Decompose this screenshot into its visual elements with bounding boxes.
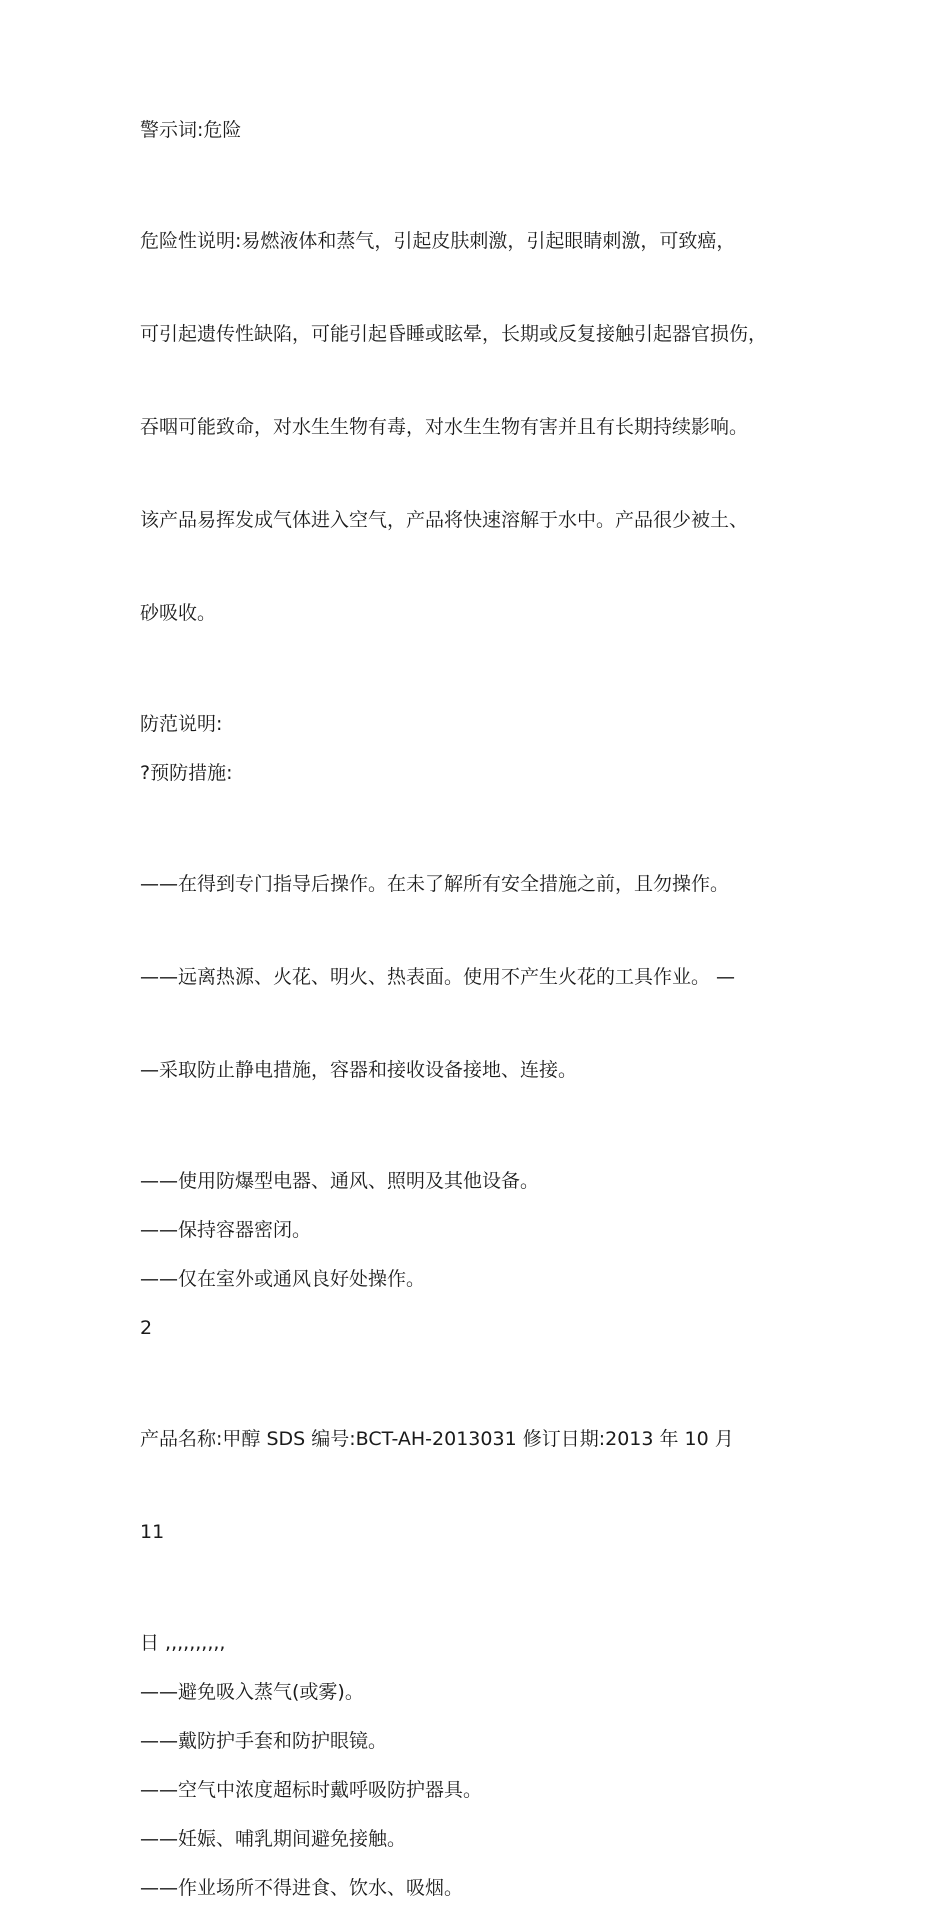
signal-word: 警示词:危险 xyxy=(140,119,242,141)
item-explosion-proof: ——使用防爆型电器、通风、照明及其他设备。 xyxy=(140,1170,540,1192)
header-line xyxy=(140,1362,840,1610)
header-line-text: 产品名称:甲醇 SDS 编号:BCT-AH-2013031 修订日期:2013 年 10 月 xyxy=(140,1428,734,1450)
prevention-title: ?预防措施: xyxy=(140,762,233,784)
document-page xyxy=(140,115,840,1922)
precaution-title: 防范说明: xyxy=(140,713,223,735)
hazard-statement xyxy=(140,164,840,691)
item-no-eating: ——作业场所不得进食、饮水、吸烟。 xyxy=(140,1877,464,1899)
item-pregnancy: ——妊娠、哺乳期间避免接触。 xyxy=(140,1828,407,1850)
prevention-line: —采取防止静电措施，容器和接收设备接地、连接。 xyxy=(140,1059,578,1081)
header-line-text: 11 xyxy=(140,1521,165,1543)
page-number: 2 xyxy=(140,1317,153,1339)
hazard-line: 砂吸收。 xyxy=(140,602,217,624)
date-suffix: 日 ,,,,,,,,,, xyxy=(140,1632,226,1654)
hazard-line: 该产品易挥发成气体进入空气，产品将快速溶解于水中。产品很少被土、 xyxy=(140,509,749,531)
hazard-line: 吞咽可能致命，对水生生物有毒，对水生生物有害并且有长期持续影响。 xyxy=(140,416,749,438)
item-respirator: ——空气中浓度超标时戴呼吸防护器具。 xyxy=(140,1779,483,1801)
item-container-sealed: ——保持容器密闭。 xyxy=(140,1219,312,1241)
prevention-line: ——在得到专门指导后操作。在未了解所有安全措施之前，且勿操作。 xyxy=(140,873,730,895)
item-gloves: ——戴防护手套和防护眼镜。 xyxy=(140,1730,388,1752)
item-outdoor-only: ——仅在室外或通风良好处操作。 xyxy=(140,1268,426,1290)
prevention-block xyxy=(140,807,840,1148)
hazard-line: 可引起遗传性缺陷，可能引起昏睡或眩晕，长期或反复接触引起器官损伤， xyxy=(140,323,768,345)
prevention-line: ——远离热源、火花、明火、热表面。使用不产生火花的工具作业。 — xyxy=(140,966,736,988)
item-avoid-vapor: ——避免吸入蒸气(或雾)。 xyxy=(140,1681,364,1703)
hazard-line: 危险性说明:易燃液体和蒸气，引起皮肤刺激，引起眼睛刺激，可致癌， xyxy=(140,230,736,252)
